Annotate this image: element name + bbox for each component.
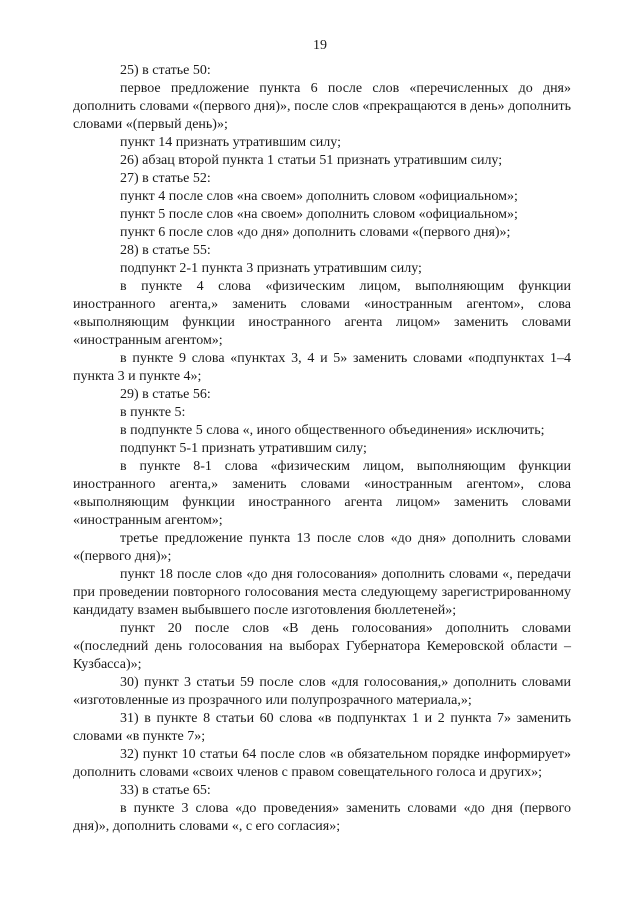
paragraph: в пункте 5: <box>120 405 186 420</box>
paragraph: 30) пункт 3 статьи 59 после слов «для голосования,» дополнить словами «изготовленные из прозрачного или полупрозрачного материала,»; <box>73 675 571 708</box>
paragraph: 31) в пункте 8 статьи 60 слова «в подпунктах 1 и 2 пункта 7» заменить словами «в пункте 7»; <box>73 711 571 744</box>
paragraph: подпункт 2-1 пункта 3 признать утратившим силу; <box>120 261 422 276</box>
page-number: 19 <box>313 38 327 53</box>
paragraph: третье предложение пункта 13 после слов «до дня» дополнить словами «(первого дня)»; <box>73 531 571 564</box>
paragraph: в пункте 8-1 слова «физическим лицом, выполняющим функции иностранного агента,» заменить словами «иностранным агентом», слова «выполняющим функции иностранного агента лицом» заменить словами «иностранным агентом»; <box>73 459 571 528</box>
paragraph: 32) пункт 10 статьи 64 после слов «в обязательном порядке информирует» дополнить словами «своих членов с правом совещательного голоса и других»; <box>73 747 571 780</box>
paragraph: в пункте 4 слова «физическим лицом, выполняющим функции иностранного агента,» заменить словами «иностранным агентом», слова «выполняющим функции иностранного агента лицом» заменить словами «иностранным агентом»; <box>73 279 571 348</box>
paragraph: пункт 20 после слов «В день голосования» дополнить словами «(последний день голосования на выборах Губернатора Кемеровской области – Кузбасса)»; <box>73 621 571 672</box>
paragraph: 26) абзац второй пункта 1 статьи 51 признать утратившим силу; <box>120 153 503 168</box>
paragraph: пункт 4 после слов «на своем» дополнить словом «официальном»; <box>120 189 518 204</box>
paragraph: подпункт 5-1 признать утратившим силу; <box>120 441 367 456</box>
paragraph: пункт 18 после слов «до дня голосования» дополнить словами «, передачи при проведении повторного голосования места следующему зарегистрированному кандидату взамен выбывшего после изготовления бюллетеней»; <box>73 567 571 618</box>
paragraph: пункт 5 после слов «на своем» дополнить словом «официальном»; <box>120 207 518 222</box>
paragraph: 29) в статье 56: <box>120 387 211 402</box>
paragraph: в пункте 3 слова «до проведения» заменить словами «до дня (первого дня)», дополнить словами «, с его согласия»; <box>73 801 571 834</box>
paragraph: первое предложение пункта 6 после слов «перечисленных до дня» дополнить словами «(первого дня)», после слов «прекращаются в день» дополнить словами «(первый день)»; <box>73 81 571 132</box>
paragraph: 25) в статье 50: <box>120 63 211 78</box>
paragraph: пункт 14 признать утратившим силу; <box>120 135 341 150</box>
paragraph: в подпункте 5 слова «, иного общественного объединения» исключить; <box>120 423 545 438</box>
paragraph: пункт 6 после слов «до дня» дополнить словами «(первого дня)»; <box>120 225 511 240</box>
paragraph: в пункте 9 слова «пунктах 3, 4 и 5» заменить словами «подпунктах 1–4 пункта 3 и пункте 4»; <box>73 351 571 384</box>
paragraph: 28) в статье 55: <box>120 243 211 258</box>
document-body <box>73 62 571 836</box>
paragraph: 33) в статье 65: <box>120 783 211 798</box>
paragraph: 27) в статье 52: <box>120 171 211 186</box>
